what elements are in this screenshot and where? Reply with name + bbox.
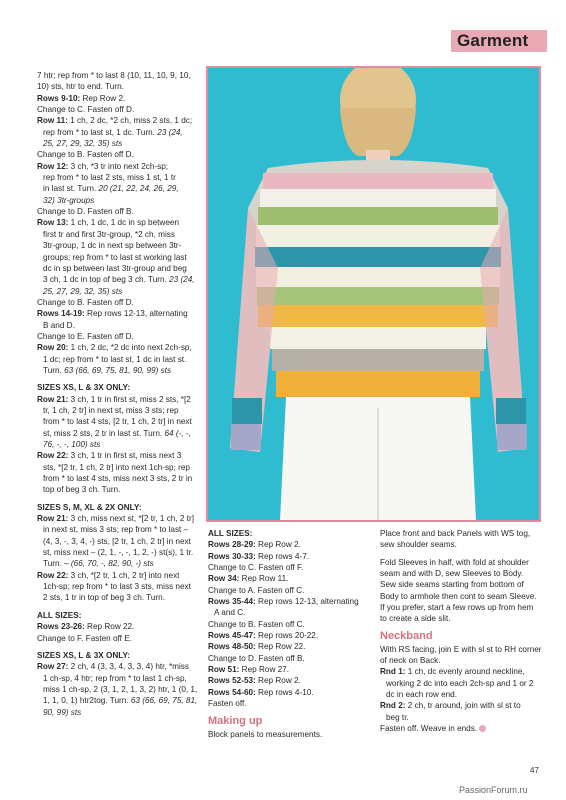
row-label: Row 22: <box>37 451 69 461</box>
pattern-line: st, miss 2 sts, 2 tr in last st. Turn. 64 (-, -, <box>43 428 191 438</box>
pattern-line: Rows 23-26: Rep Row 22. <box>37 622 135 632</box>
pattern-line: Rows 35-44: Rep rows 12-13, alternating <box>208 597 359 607</box>
size-heading: SIZES XS, L & 3X ONLY: <box>37 650 131 660</box>
row-label: Row 12: <box>37 161 69 171</box>
pattern-line: Change to B. Fasten off D. <box>37 150 134 160</box>
pattern-line: Change to E. Fasten off D. <box>37 331 134 341</box>
pattern-line: 3tr-group, 1 dc in next sp between 3tr- <box>43 241 182 251</box>
pattern-line: Change to F. Fasten off E. <box>37 633 132 643</box>
row-label: Rows 52-53: <box>208 676 256 686</box>
row-label: Row 21: <box>37 394 69 404</box>
pattern-line: (4, 3, -, 3, 4, -) sts, [2 tr, 1 ch, 2 tr] in next <box>43 536 191 546</box>
pattern-line: Turn. 63 (66, 69, 75, 81, 90, 99) sts <box>43 365 172 375</box>
pattern-line: Turn. – (66, 70, -, 82, 90, -) sts <box>43 559 154 569</box>
pattern-line <box>37 138 203 149</box>
pattern-line: Row 13: 1 ch, 1 dc, 1 dc in sp between <box>37 218 180 228</box>
pattern-line: 1, 1, 0, 1) htr2tog. Turn. 63 (66, 69, 75, 81, <box>43 696 198 706</box>
row-label: Rnd 1: <box>380 667 406 677</box>
pattern-line: Block panels to measurements. <box>208 729 323 739</box>
pattern-line: tr, 1 ch, 2 tr] in next st, miss 3 sts; rep <box>43 405 179 415</box>
pattern-line: Body to armhole then cont to seam Sleeve. <box>380 591 537 601</box>
pattern-line: Change to C. Fasten off F. <box>208 563 304 573</box>
pattern-line: beg tr. <box>386 712 409 722</box>
pattern-line: miss 1 ch-sp, 2 (3, 1, 2, 1, 3, 2) htr, 1 (0, 1, <box>43 684 198 694</box>
stitch-count: 32) 3tr-groups <box>43 195 95 205</box>
pattern-line: of neck on Back. <box>380 656 441 666</box>
row-label: Rows 54-60: <box>208 687 256 697</box>
stitch-count: 63 (66, 69, 75, 81, <box>130 696 198 706</box>
pattern-line: Change to B. Fasten off C. <box>208 619 305 629</box>
pattern-line: 1 dc; rep from * to last st, 1 dc in last st. <box>43 354 187 364</box>
pattern-line: Row 22: 3 ch, *[2 tr, 1 ch, 2 tr] into next <box>37 570 180 580</box>
row-label: Row 27: <box>37 662 69 672</box>
pattern-line: Rows 30-33: Rep rows 4-7. <box>208 551 310 561</box>
pattern-line: sew shoulder seams. <box>380 540 457 550</box>
pattern-column-3 <box>380 528 552 735</box>
pattern-line: sts, *[2 tr, 1 ch, 2 tr] into next 1ch-sp; rep <box>43 462 190 472</box>
pattern-line: Row 22: 3 ch, 1 tr in first st, miss next 3 <box>37 451 182 461</box>
pattern-line: dc in sp between last 3tr-group and beg <box>43 263 187 273</box>
pattern-line: 7 htr; rep from * to last 8 (10, 11, 10, 9, 10, <box>37 71 191 80</box>
pattern-line <box>37 286 203 297</box>
stitch-count: 76, -, -, 100) sts <box>43 440 101 449</box>
pattern-line: in next st, miss 3 sts; rep from * to last – <box>43 525 189 535</box>
stitch-count: 23 (24, <box>169 275 195 285</box>
pattern-line: from * to last 4 sts, [2 tr, 1 ch, 2 tr] in next <box>43 417 192 427</box>
pattern-line: Row 20: 1 ch, 2 dc, *2 dc into next 2ch-sp, <box>37 343 192 353</box>
pattern-line: rep from * to last 2 sts, miss 1 st, 1 tr <box>43 173 176 183</box>
row-label: Row 21: <box>37 514 69 524</box>
stitch-count: 25, 27, 29, 32, 35) sts <box>43 139 123 149</box>
pattern-line: Row 12: 3 ch, *3 tr into next 2ch-sp; <box>37 161 169 171</box>
row-label: Rows 9-10: <box>37 93 81 103</box>
pattern-line <box>37 439 203 450</box>
pattern-line: Row 11: 1 ch, 2 dc, *2 ch, miss 2 sts, 1 dc; <box>37 116 193 126</box>
pattern-line: Rnd 1: 1 ch, dc evenly around neckline, <box>380 667 525 677</box>
row-label: Rows 14-19: <box>37 309 85 319</box>
pattern-line: Rnd 2: 2 ch, tr around, join with sl st to <box>380 701 521 711</box>
end-mark-icon <box>479 725 486 732</box>
pattern-line: in last st. Turn. 20 (21, 22, 24, 26, 29, <box>43 184 179 194</box>
stitch-count: 63 (66, 69, 75, 81, 90, 99) sts <box>64 365 172 375</box>
pattern-line: Change to D. Fasten off B. <box>208 653 305 663</box>
row-label: Rows 28-29: <box>208 540 256 550</box>
row-label: Rnd 2: <box>380 701 406 711</box>
row-label: Row 22: <box>37 570 69 580</box>
pattern-line: groups; rep from * to last st working last <box>43 252 187 262</box>
pattern-line: 3 ch, 1 dc in top of beg 3 ch. Turn. 23 (24, <box>43 275 195 285</box>
pattern-line: Row 27: 2 ch, 4 (3, 3, 4, 3, 3, 4) htr, *miss <box>37 662 189 672</box>
pattern-line: 2 sts, 1 tr in top of beg 3 ch. Turn. <box>43 593 165 603</box>
pattern-line: Change to D. Fasten off B. <box>37 207 134 217</box>
watermark: PassionForum.ru <box>459 785 528 795</box>
row-label: Row 11: <box>37 116 68 126</box>
pattern-line: Rows 48-50: Rep Row 22. <box>208 642 306 652</box>
pattern-line: 10) sts, htr to end. Turn. <box>37 82 124 92</box>
pattern-line: Row 34: Rep Row 11. <box>208 574 289 584</box>
model-back-photo-illustration <box>208 68 539 520</box>
pattern-line: Change to B. Fasten off D. <box>37 297 134 307</box>
row-label: Row 20: <box>37 343 69 353</box>
pattern-column-2 <box>208 528 376 740</box>
pattern-line: from * to last 4 sts, miss next 3 sts, 2 tr in <box>43 474 193 484</box>
row-label: Row 13: <box>37 218 69 228</box>
pattern-line: 1 ch-sp, 4 htr; rep from * to last 1 ch-sp, <box>43 673 187 683</box>
pattern-line: Change to C. Fasten off D. <box>37 105 135 115</box>
row-label: Rows 23-26: <box>37 622 85 632</box>
pattern-line: Rows 14-19: Rep rows 12-13, alternating <box>37 309 188 319</box>
pattern-line: With RS facing, join E with sl st to RH corner <box>380 644 542 654</box>
pattern-line: rep from * to last st, 1 dc. Turn. 23 (24, <box>43 127 183 137</box>
row-label: Row 34: <box>208 574 240 584</box>
section-heading: Making up <box>208 714 263 727</box>
pattern-line: Rows 9-10: Rep Row 2. <box>37 93 126 103</box>
stitch-count: 23 (24, <box>157 127 183 137</box>
pattern-line: Row 51: Rep Row 27. <box>208 665 290 675</box>
size-heading: ALL SIZES: <box>208 529 253 538</box>
pattern-line: Fasten off. Weave in ends. <box>380 723 552 734</box>
pattern-line: to create a side slit. <box>380 614 451 624</box>
stitch-count: 20 (21, 22, 24, 26, 29, <box>98 184 179 194</box>
pattern-line: Sew side seams starting from bottom of <box>380 580 524 590</box>
pattern-line: Row 21: 3 ch, miss next st, *[2 tr, 1 ch, 2 tr] <box>37 514 194 524</box>
size-heading: SIZES S, M, XL & 2X ONLY: <box>37 502 142 512</box>
pattern-line: top of beg 3 ch. Turn. <box>43 485 121 495</box>
pattern-line: working 2 dc into each 2ch-sp and 1 or 2 <box>386 678 534 688</box>
pattern-line <box>37 707 203 718</box>
stitch-count: – (66, 70, -, 82, 90, -) sts <box>64 559 154 569</box>
pattern-line: seam and with D, sew Sleeves to Body. <box>380 569 524 579</box>
size-heading: SIZES XS, L & 3X ONLY: <box>37 383 131 393</box>
page-number: 47 <box>530 766 539 775</box>
pattern-line: Place front and back Panels with WS tog, <box>380 529 531 538</box>
pattern-line: Rows 54-60: Rep rows 4-10. <box>208 687 314 697</box>
pattern-line: Fasten off. <box>208 699 247 709</box>
stitch-count: 90, 99) sts <box>43 707 82 717</box>
section-heading: Neckband <box>380 629 433 642</box>
section-tab: Garment <box>451 30 547 52</box>
pattern-line: st, miss next – (2, 1, -, -, 1, 2, -) st(s), 1 tr. <box>43 548 194 558</box>
row-label: Rows 30-33: <box>208 551 256 561</box>
stitch-count: 25, 27, 29, 32, 35) sts <box>43 286 123 296</box>
row-label: Rows 45-47: <box>208 631 256 641</box>
stitch-count: 64 (-, -, <box>164 428 191 438</box>
pattern-line: Fold Sleeves in half, with fold at shoulder <box>380 557 529 567</box>
pattern-line: dc in each row end. <box>386 690 458 700</box>
row-label: Rows 48-50: <box>208 642 256 652</box>
pattern-column-1 <box>37 70 203 718</box>
pattern-line: Rows 52-53: Rep Row 2. <box>208 676 301 686</box>
pattern-line: Rows 45-47: Rep rows 20-22. <box>208 631 319 641</box>
size-heading: ALL SIZES: <box>37 610 82 620</box>
pattern-line: Change to A. Fasten off C. <box>208 585 305 595</box>
pattern-line: A and C. <box>214 608 246 618</box>
pattern-line: If you prefer, start a few rows up from hem <box>380 603 534 613</box>
pattern-line: first tr and first 3tr-group, *2 ch, miss <box>43 229 175 239</box>
row-label: Row 51: <box>208 665 240 675</box>
garment-photo <box>206 66 541 522</box>
pattern-line <box>37 195 203 206</box>
pattern-line: B and D. <box>43 320 75 330</box>
pattern-line: 1ch-sp; rep from * to last 3 sts, miss next <box>43 582 191 592</box>
pattern-line: Row 21: 3 ch, 1 tr in first st, miss 2 sts, *[2 <box>37 394 191 404</box>
row-label: Rows 35-44: <box>208 597 256 607</box>
pattern-line: Rows 28-29: Rep Row 2. <box>208 540 301 550</box>
